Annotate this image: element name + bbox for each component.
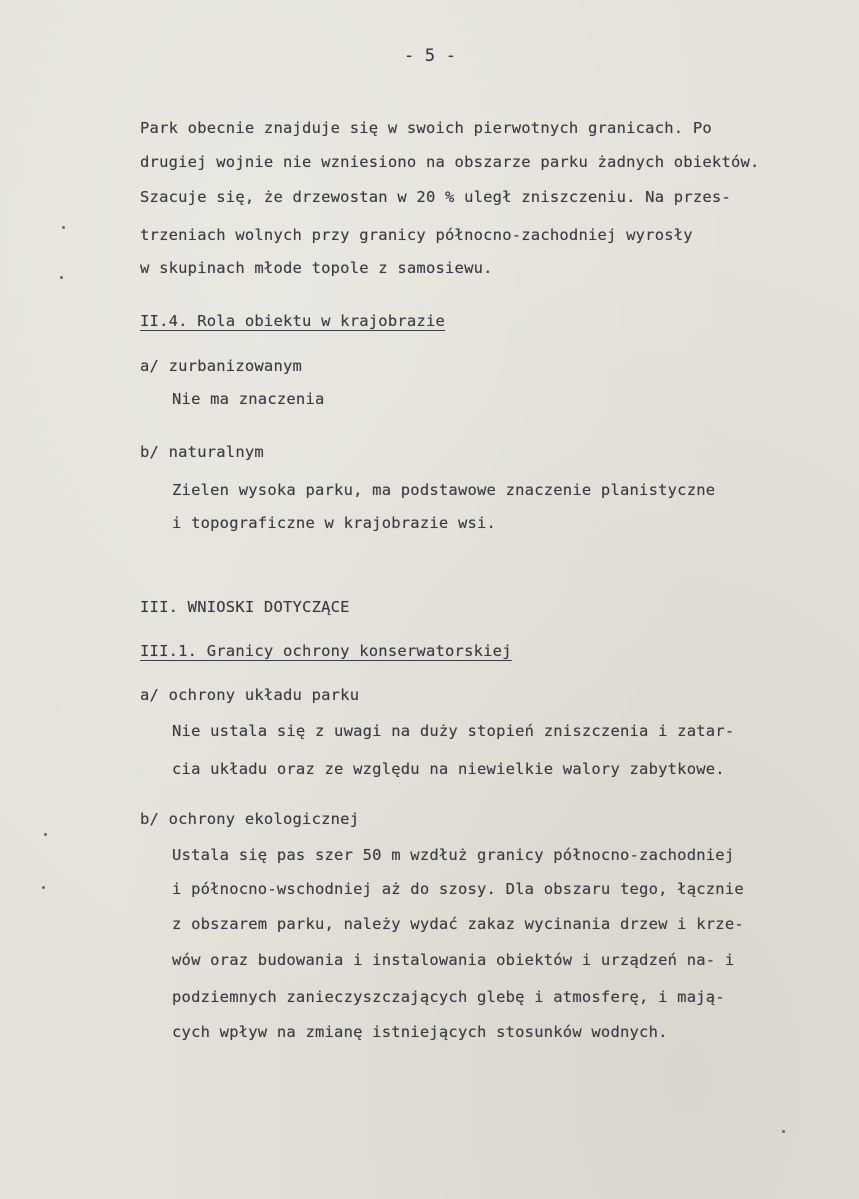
item-III-a-label: a/ ochrony układu parku (140, 686, 360, 704)
page-number: - 5 - (404, 46, 457, 66)
item-a-text: Nie ma znaczenia (172, 390, 325, 408)
paragraph1-line-3: Szacuje się, że drzewostan w 20 % uległ zniszczeniu. Na przes- (140, 188, 731, 206)
stray-mark (42, 886, 45, 889)
item-III-a-text-line-2: cia układu oraz ze względu na niewielkie walory zabytkowe. (172, 760, 725, 778)
stray-mark (782, 1130, 785, 1133)
item-III-b-text-line-4: wów oraz budowania i instalowania obiektów i urządzeń na- i (172, 951, 735, 969)
item-a-label: a/ zurbanizowanym (140, 357, 303, 375)
section-heading-III1: III.1. Granicy ochrony konserwatorskiej (140, 642, 512, 660)
item-III-b-text-line-6: cych wpływ na zmianę istniejących stosunków wodnych. (172, 1023, 668, 1041)
item-b-text-line-2: i topograficzne w krajobrazie wsi. (172, 514, 497, 532)
item-b-text-line-1: Zielen wysoka parku, ma podstawowe znaczenie planistyczne (172, 481, 716, 499)
item-III-b-text-line-1: Ustala się pas szer 50 m wzdłuż granicy północno-zachodniej (172, 846, 735, 864)
item-III-b-label: b/ ochrony ekologicznej (140, 810, 360, 828)
paragraph1-line-4: trzeniach wolnych przy granicy północno-zachodniej wyrosły (140, 226, 693, 244)
item-III-b-text-line-5: podziemnych zanieczyszczających glebę i atmosferę, i mają- (172, 988, 725, 1006)
item-b-label: b/ naturalnym (140, 443, 264, 461)
paragraph1-line-2: drugiej wojnie nie wzniesiono na obszarze parku żadnych obiektów. (140, 153, 760, 171)
section-heading-II4: II.4. Rola obiektu w krajobrazie (140, 312, 446, 330)
item-III-b-text-line-2: i północno-wschodniej aż do szosy. Dla obszaru tego, łącznie (172, 880, 744, 898)
stray-mark (62, 226, 65, 229)
section-heading-III: III. WNIOSKI DOTYCZĄCE (140, 598, 350, 616)
paragraph1-line-1: Park obecnie znajduje się w swoich pierwotnych granicach. Po (140, 119, 712, 137)
item-III-b-text-line-3: z obszarem parku, należy wydać zakaz wycinania drzew i krze- (172, 915, 744, 933)
stray-mark (44, 833, 47, 836)
paragraph1-line-5: w skupinach młode topole z samosiewu. (140, 259, 493, 277)
stray-mark (60, 276, 63, 279)
item-III-a-text-line-1: Nie ustala się z uwagi na duży stopień zniszczenia i zatar- (172, 722, 735, 740)
